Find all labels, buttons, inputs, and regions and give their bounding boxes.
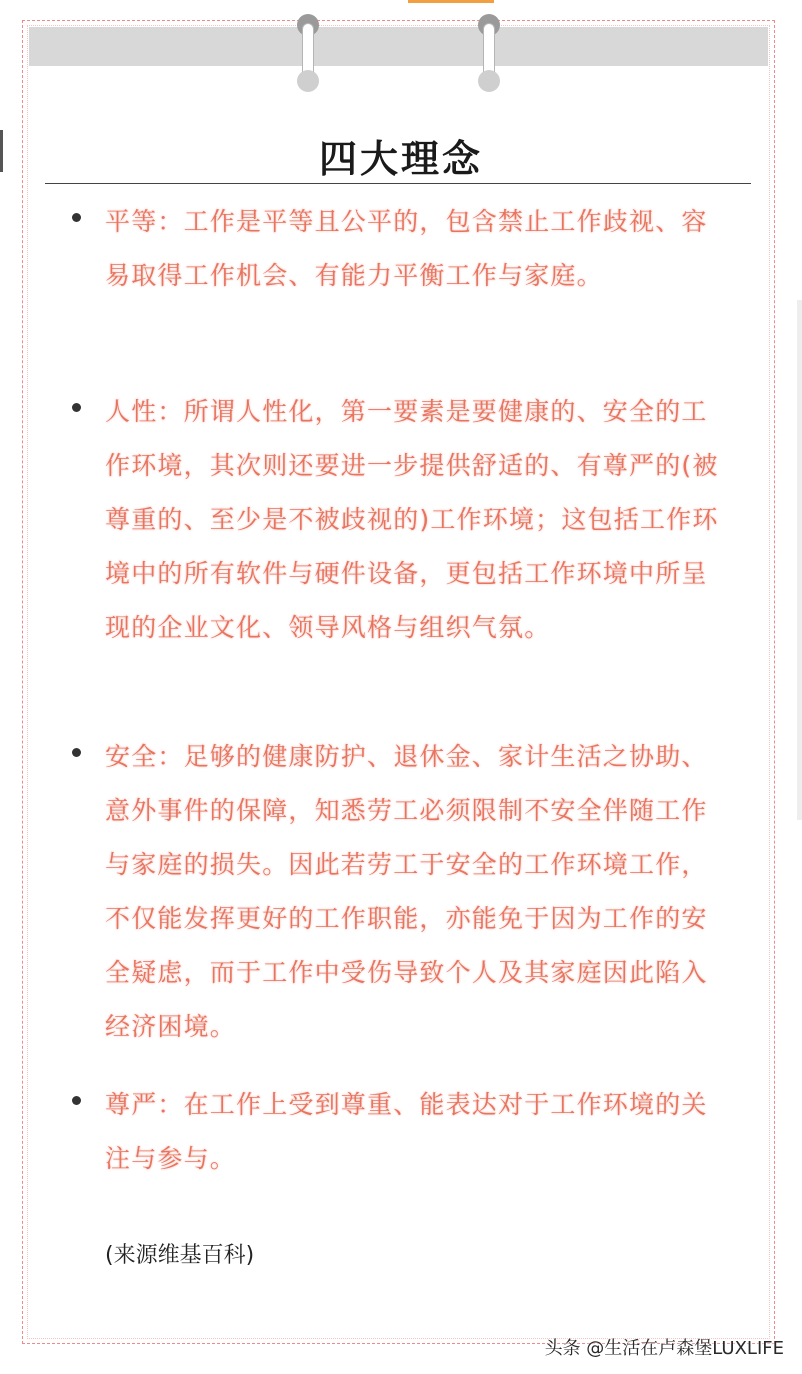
list-item-text: 平等：工作是平等且公平的，包含禁止工作歧视、容易取得工作机会、有能力平衡工作与家庭。 — [105, 207, 708, 290]
binder-ring-icon — [478, 14, 500, 92]
list-item-text: 安全：足够的健康防护、退休金、家计生活之协助、意外事件的保障，知悉劳工必须限制不安全伴随工作与家庭的损失。因此若劳工于安全的工作环境工作，不仅能发挥更好的工作职能，亦能免于因为工作的安全疑虑，而于工作中受伤导致个人及其家庭因此陷入经济困境。 — [105, 742, 708, 1041]
list-item-text: 人性：所谓人性化，第一要素是要健康的、安全的工作环境，其次则还要进一步提供舒适的、有尊严的(被尊重的、至少是不被歧视的)工作环境；这包括工作环境中的所有软件与硬件设备，更包括工作环境中所呈现的企业文化、领导风格与组织气氛。 — [105, 397, 719, 642]
source-citation: (来源维基百科) — [105, 1243, 255, 1268]
top-accent-bar — [408, 0, 494, 3]
watermark-text: 头条 @生活在卢森堡LUXLIFE — [544, 1338, 784, 1359]
binder-header-band — [29, 27, 768, 66]
bullet-icon — [72, 213, 81, 222]
list-item-text: 尊严：在工作上受到尊重、能表达对于工作环境的关注与参与。 — [105, 1090, 708, 1173]
binder-ring-icon — [297, 14, 319, 92]
bullet-icon — [72, 748, 81, 757]
title-divider — [45, 183, 751, 184]
bullet-icon — [72, 1096, 81, 1105]
page-title: 四大理念 — [318, 136, 483, 181]
bullet-icon — [72, 403, 81, 412]
scrollbar[interactable] — [797, 300, 802, 820]
